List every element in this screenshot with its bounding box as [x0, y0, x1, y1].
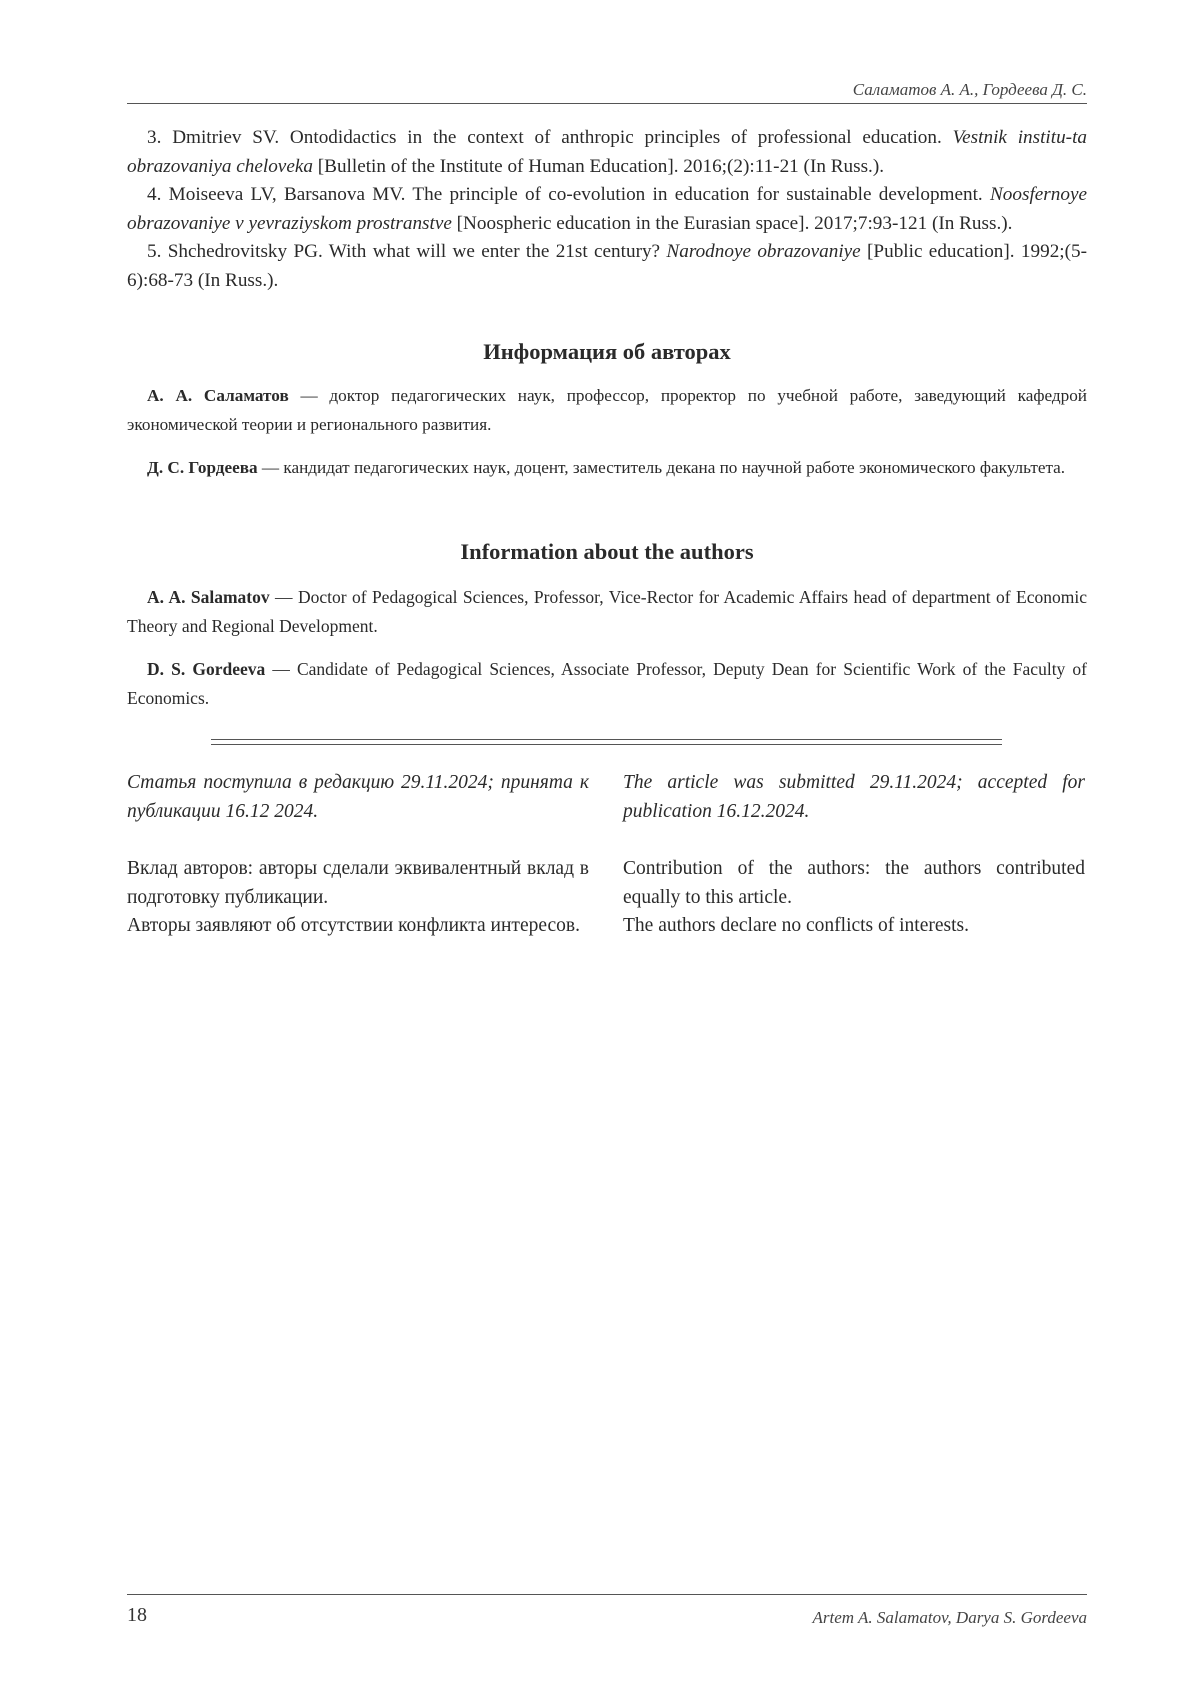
author-name: A. A. Salamatov — [147, 587, 270, 607]
reference-text: [Noospheric education in the Eurasian space]. 2017;7:93-121 (In Russ.). — [451, 212, 1013, 234]
declarations-en — [623, 855, 1085, 941]
reference-item — [127, 181, 1087, 238]
contribution-en-text: Contribution of the authors: the authors contributed equally to this article. — [623, 858, 1085, 908]
submission-en-text: The article was submitted 29.11.2024; accepted for publication 16.12.2024. — [623, 772, 1085, 822]
reference-text: [Bulletin of the Institute of Human Education]. 2016;(2):11-21 (In Russ.). — [312, 155, 885, 177]
header-rule — [127, 103, 1087, 104]
reference-journal: Narodnoye obrazovaniye — [666, 241, 861, 262]
author-ru-2 — [127, 454, 1087, 483]
author-name: D. S. Gordeeva — [147, 659, 266, 679]
submission-en — [623, 769, 1085, 826]
section-divider — [211, 739, 1002, 745]
footer-rule — [127, 1594, 1087, 1595]
author-description: — Doctor of Pedagogical Sciences, Professor, Vice-Rector for Academic Affairs head of department of Economic Theory and Regional Development. — [127, 587, 1087, 636]
author-description: — доктор педагогических наук, профессор, проректор по учебной работе, заведующий кафедрой экономической теории и регионального развития. — [127, 386, 1087, 434]
declarations-ru — [127, 855, 589, 941]
reference-text: [Public education]. 1992;(5-6):68-73 (In Russ.). — [127, 241, 1087, 291]
conflicts-en-text: The authors declare no conflicts of interests. — [623, 915, 970, 936]
authors-en-title: Information about the authors — [460, 539, 754, 564]
submission-ru-text: Статья поступила в редакцию 29.11.2024; принята к публикации 16.12 2024. — [127, 772, 589, 822]
authors-ru-title: Информация об авторах — [483, 339, 731, 364]
author-ru-1 — [127, 382, 1087, 439]
reference-text: 5. Shchedrovitsky PG. With what will we enter the 21st century? — [147, 241, 667, 262]
reference-journal: Vestnik institu-ta obrazovaniya cheloveka — [127, 127, 1088, 177]
reference-item — [127, 238, 1087, 295]
author-en-1 — [127, 583, 1087, 640]
reference-list — [127, 124, 1087, 295]
conflicts-ru-text: Авторы заявляют об отсутствии конфликта интересов. — [127, 915, 580, 936]
authors-en-block — [127, 583, 1087, 712]
reference-journal: Noosfernoye obrazovaniye v yevraziyskom prostranstve — [127, 184, 1087, 234]
author-description: — кандидат педагогических наук, доцент, заместитель декана по научной работе экономического факультета. — [257, 458, 1066, 477]
author-en-2 — [127, 655, 1087, 712]
author-description: — Candidate of Pedagogical Sciences, Associate Professor, Deputy Dean for Scientific Work of the Faculty of Economics. — [127, 659, 1087, 708]
page-number: 18 — [127, 1604, 147, 1626]
contribution-ru-text: Вклад авторов: авторы сделали эквивалентный вклад в подготовку публикации. — [127, 858, 589, 908]
running-head: Саламатов А. А., Гордеева Д. С. — [852, 80, 1087, 99]
author-name: А. А. Саламатов — [147, 386, 289, 405]
reference-item — [127, 124, 1087, 181]
submission-ru — [127, 769, 589, 826]
reference-text: 3. Dmitriev SV. Ontodidactics in the context of anthropic principles of professional education. — [147, 127, 953, 148]
authors-ru-block — [127, 382, 1087, 483]
reference-text: 4. Moiseeva LV, Barsanova MV. The principle of co-evolution in education for sustainable development. — [147, 184, 990, 205]
author-name: Д. С. Гордеева — [147, 458, 258, 477]
footer-authors: Artem A. Salamatov, Darya S. Gordeeva — [812, 1608, 1087, 1627]
